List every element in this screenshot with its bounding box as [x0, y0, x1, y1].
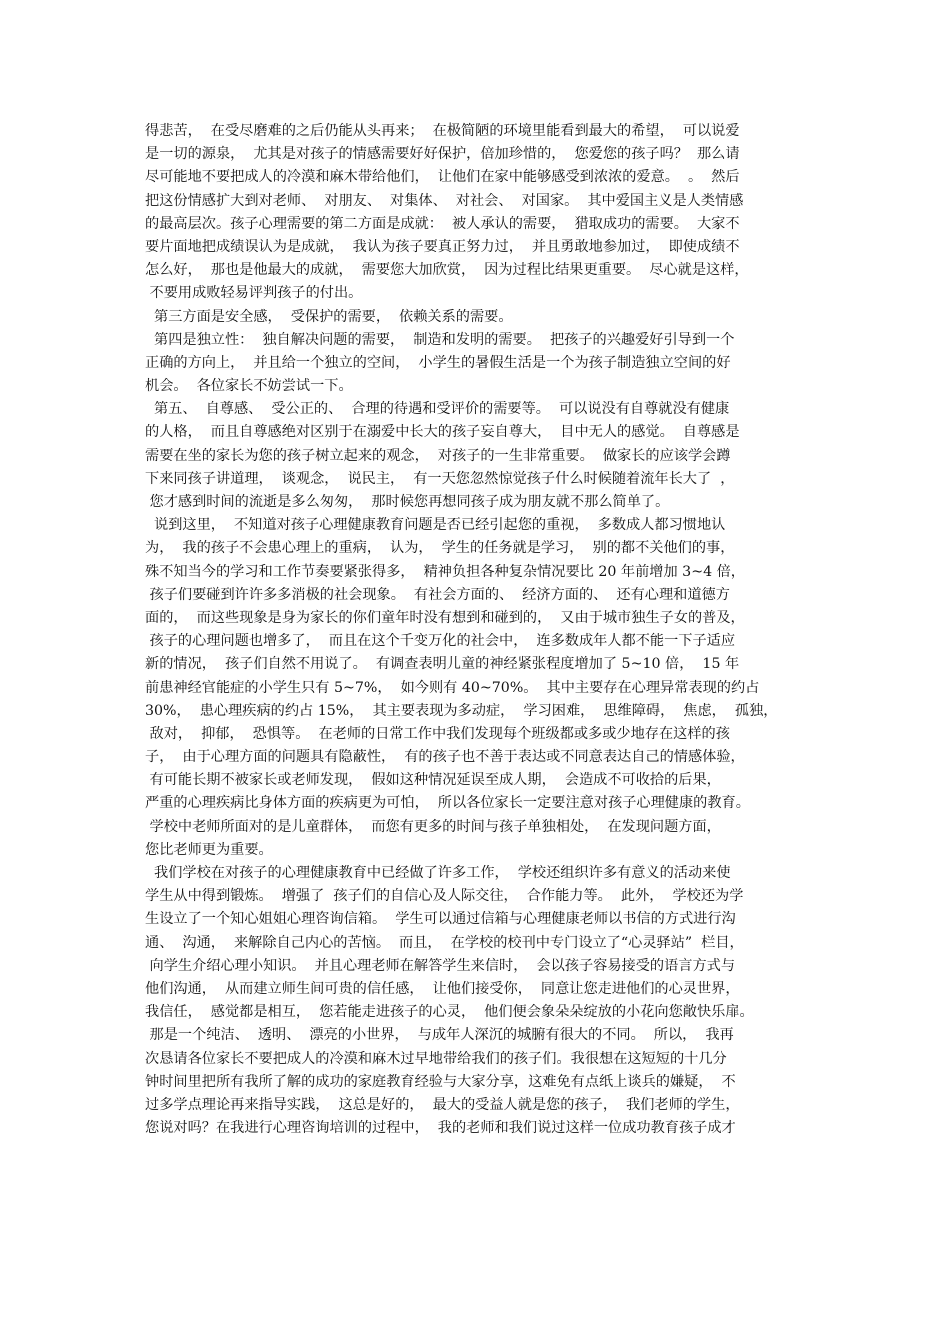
- text-line: 为， 我的孩子不会患心理上的重病， 认为， 学生的任务就是学习， 别的都不关他们的事，: [145, 540, 735, 557]
- text-line: 过多学点理论再来指导实践， 这总是好的， 最大的受益人就是您的孩子， 我们老师的学生，: [145, 1096, 740, 1113]
- text-line: 次恳请各位家长不要把成人的冷漠和麻木过早地带给我们的孩子们。我很想在这短短的十几分: [145, 1050, 727, 1067]
- text-line: 尽可能地不要把成人的冷漠和麻木带给他们， 让他们在家中能够感受到浓浓的爱意。 。 然后: [145, 169, 740, 186]
- text-line: 殊不知当今的学习和工作节奏要紧张得多， 精神负担各种复杂情况要比 20 年前增加 3~4 倍，: [145, 563, 745, 580]
- text-line: 需要在坐的家长为您的孩子树立起来的观念， 对孩子的一生非常重要。 做家长的应该学会蹲: [145, 447, 731, 464]
- text-line: 您才感到时间的流逝是多么匆匆， 那时候您再想同孩子成为朋友就不那么简单了。: [145, 494, 670, 510]
- text-line: 正确的方向上， 并且给一个独立的空间， 小学生的暑假生活是一个为孩子制造独立空间的好: [145, 354, 731, 371]
- text-line: 30%， 患心理疾病的约占 15%， 其主要表现为多动症， 学习困难， 思维障碍， 焦虑， 孤独，: [145, 702, 778, 719]
- text-line: 第五、 自尊感、 受公正的、 合理的待遇和受评价的需要等。 可以说没有自尊就没有健康: [145, 401, 730, 418]
- text-line: 他们沟通， 从而建立师生间可贵的信任感， 让他们接受你， 同意让您走进他们的心灵世界，: [145, 980, 740, 997]
- text-line: 面的， 而这些现象是身为家长的你们童年时没有想到和碰到的， 又由于城市独生子女的普及，: [145, 609, 745, 626]
- text-line: 下来同孩子讲道理， 谈观念， 说民主， 有一天您忽然惊觉孩子什么时候随着流年长大了 ，: [145, 470, 735, 487]
- text-line: 向学生介绍心理小知识。 并且心理老师在解答学生来信时， 会以孩子容易接受的语言方式与: [145, 957, 736, 974]
- text-line: 新的情况， 孩子们自然不用说了。 有调查表明儿童的神经紧张程度增加了 5~10 倍， 15 年: [145, 656, 740, 673]
- text-line: 机会。 各位家长不妨尝试一下。: [145, 378, 353, 395]
- text-line: 生设立了一个知心姐姐心理咨询信箱。 学生可以通过信箱与心理健康老师以书信的方式进行沟: [145, 911, 736, 928]
- text-line: 通、 沟通， 来解除自己内心的苦恼。 而且， 在学校的校刊中专门设立了“心灵驿站” 栏目，: [145, 934, 744, 951]
- text-line: 第四是独立性： 独自解决问题的需要， 制造和发明的需要。 把孩子的兴趣爱好引导到一个: [145, 331, 735, 348]
- text-line: 第三方面是安全感， 受保护的需要， 依赖关系的需要。: [145, 308, 513, 325]
- body-text: [145, 120, 825, 1140]
- text-line: 得悲苦， 在受尽磨难的之后仍能从头再来； 在极简陋的环境里能看到最大的希望， 可以说爱: [145, 123, 740, 139]
- text-line: 子， 由于心理方面的问题具有隐蔽性， 有的孩子也不善于表达或不同意表达自己的情感体验，: [145, 749, 745, 766]
- text-line: 要片面地把成绩误认为是成就， 我认为孩子要真正努力过， 并且勇敢地参加过， 即使成绩不: [145, 238, 740, 255]
- text-line: 不要用成败轻易评判孩子的付出。: [145, 285, 363, 302]
- text-line: 怎么好， 那也是他最大的成就， 需要您大加欣赏， 因为过程比结果更重要。 尽心就是这样，: [145, 262, 749, 279]
- text-line: 把这份情感扩大到对老师、 对朋友、 对集体、 对社会、 对国家。 其中爱国主义是人类情感: [145, 192, 744, 209]
- text-line: 有可能长期不被家长或老师发现， 假如这种情况延误至成人期， 会造成不可收拾的后果，: [145, 772, 721, 789]
- text-line: 学校中老师所面对的是儿童群体， 而您有更多的时间与孩子单独相处， 在发现问题方面，: [145, 818, 721, 835]
- text-line: 前患神经官能症的小学生只有 5~7%， 如今则有 40~70%。 其中主要存在心理异常表现的约占: [145, 679, 760, 696]
- text-line: 我们学校在对孩子的心理健康教育中已经做了许多工作， 学校还组织许多有意义的活动来使: [145, 865, 731, 881]
- text-line: 学生从中得到锻炼。 增强了 孩子们的自信心及人际交往， 合作能力等。 此外， 学校还为学: [145, 888, 744, 905]
- text-line: 孩子的心理问题也增多了， 而且在这个千变万化的社会中， 连多数成年人都不能一下子适应: [145, 633, 736, 650]
- text-line: 是一切的源泉， 尤其是对孩子的情感需要好好保护，倍加珍惜的， 您爱您的孩子吗？ 那么请: [145, 146, 740, 163]
- text-line: 的人格， 而且自尊感绝对区别于在溺爱中长大的孩子妄自尊大， 目中无人的感觉。 自尊感是: [145, 424, 740, 441]
- text-line: 您比老师更为重要。: [145, 841, 273, 858]
- text-line: 钟时间里把所有我所了解的成功的家庭教育经验与大家分享，这难免有点纸上谈兵的嫌疑， 不: [145, 1073, 736, 1090]
- text-line: 孩子们要碰到许许多多消极的社会现象。 有社会方面的、 经济方面的、 还有心理和道德方: [145, 586, 730, 603]
- text-line: 敌对， 抑郁， 恐惧等。 在老师的日常工作中我们发现每个班级都或多或少地存在这样的孩: [145, 725, 730, 742]
- text-line: 我信任， 感觉都是相互， 您若能走进孩子的心灵， 他们便会象朵朵绽放的小花向您敞快乐扉。: [145, 1004, 754, 1021]
- text-line: 您说对吗？在我进行心理咨询培训的过程中， 我的老师和我们说过这样一位成功教育孩子成才: [145, 1120, 736, 1137]
- text-line: 的最高层次。孩子心理需要的第二方面是成就： 被人承认的需要， 猎取成功的需要。 大家不: [145, 215, 740, 232]
- text-line: 说到这里， 不知道对孩子心理健康教育问题是否已经引起您的重视， 多数成人都习惯地认: [145, 517, 726, 534]
- text-line: 严重的心理疾病比身体方面的疾病更为可怕， 所以各位家长一定要注意对孩子心理健康的教育。: [145, 795, 750, 812]
- text-line: 那是一个纯洁、 透明、 漂亮的小世界， 与成年人深沉的城腑有很大的不同。 所以， 我再: [145, 1027, 734, 1044]
